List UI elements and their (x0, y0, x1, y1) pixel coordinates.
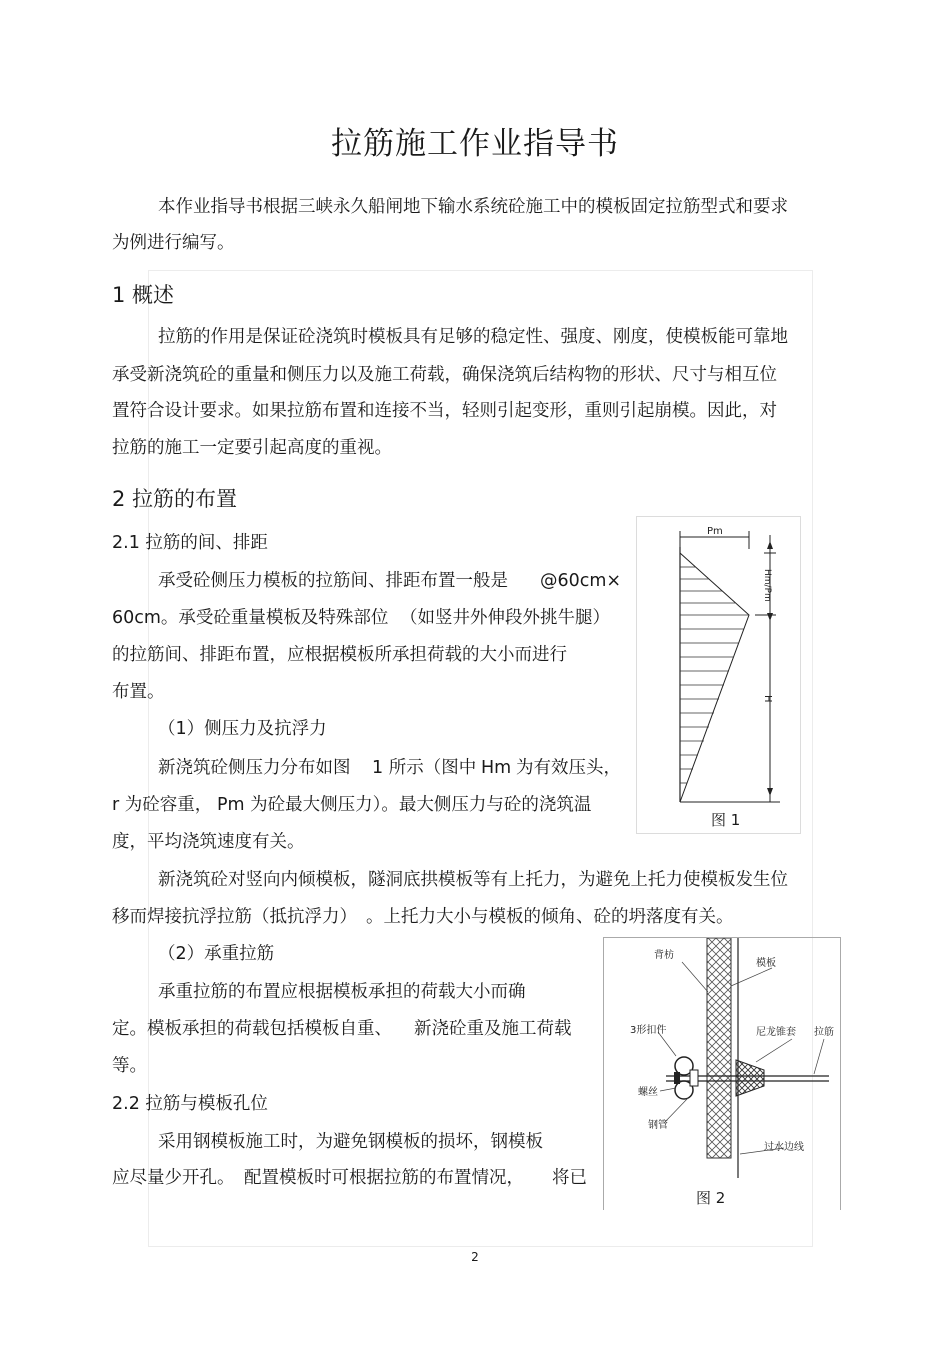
label-clip: 3形扣件 (630, 1025, 667, 1036)
page-number: 2 (471, 1250, 479, 1264)
item1-line-1c: Hm (481, 758, 512, 778)
item2-line-1: 承重拉筋的布置应根据模板承担的荷载大小而确 (158, 982, 526, 1002)
item1-line-1b: 1 所示（图中 (372, 758, 477, 778)
item2-line-2b: 新浇砼重及施工荷载 (414, 1019, 572, 1039)
item1-line-5b: 。上托力大小与模板的倾角、砼的坍落度有关。 (366, 907, 734, 927)
label-nylon-cone: 尼龙锥套 (756, 1027, 796, 1038)
label-tie-rod: 拉筋 (814, 1027, 834, 1038)
figure-2 (603, 937, 841, 1210)
s21-line-2b: （如竖井外伸段外挑牛腿） (400, 608, 610, 628)
label-bolt: 螺丝 (638, 1087, 658, 1098)
s22-line-2b: 配置模板时可根据拉筋的布置情况， (244, 1168, 524, 1188)
s22-line-2a: 应尽量少开孔。 (112, 1168, 235, 1188)
subsection-2-1-heading: 2.1 拉筋的间、排距 (112, 533, 268, 553)
figure-2-caption: 图 2 (696, 1189, 726, 1207)
label-pm: Pm (707, 526, 723, 537)
label-h: H (762, 695, 773, 703)
subsection-2-2-heading: 2.2 拉筋与模板孔位 (112, 1094, 268, 1114)
s1-line-3: 置符合设计要求。如果拉筋布置和连接不当，轻则引起变形，重则引起崩模。因此，对 (112, 401, 777, 421)
tie-rod-diagram (604, 938, 840, 1210)
label-moban: 模板 (756, 958, 776, 969)
s21-line-4: 布置。 (112, 682, 165, 702)
intro-line-2: 为例进行编写。 (112, 233, 235, 253)
label-hm: Hm/Pm (762, 569, 772, 602)
item1-line-3: 度，平均浇筑速度有关。 (112, 832, 305, 852)
s21-line-1b: @60cm× (540, 571, 622, 591)
item2-line-3: 等。 (112, 1056, 147, 1076)
s21-line-1a: 承受砼侧压力模板的拉筋间、排距布置一般是 (158, 571, 508, 591)
item1-line-4: 新浇筑砼对竖向内倾模板，隧洞底拱模板等有上托力，为避免上托力使模板发生位 (158, 870, 788, 890)
section-1-heading: 1 概述 (112, 283, 175, 307)
item2-line-2a: 定。模板承担的荷载包括模板自重、 (112, 1019, 392, 1039)
section-2-heading: 2 拉筋的布置 (112, 487, 238, 511)
figure-1-caption: 图 1 (711, 811, 741, 829)
s1-line-2: 承受新浇筑砼的重量和侧压力以及施工荷载，确保浇筑后结构物的形状、尺寸与相互位 (112, 365, 777, 385)
s1-line-1: 拉筋的作用是保证砼浇筑时模板具有足够的稳定性、强度、刚度，使模板能可靠地 (158, 327, 788, 347)
item1-line-2b: Pm 为砼最大侧压力）。最大侧压力与砼的浇筑温 (217, 795, 592, 815)
document-title: 拉筋施工作业指导书 (331, 126, 619, 162)
s21-line-2a: 60cm。承受砼重量模板及特殊部位 (112, 608, 389, 628)
item1-line-2a: r 为砼容重， (112, 795, 213, 815)
item1-line-5a: 移而焊接抗浮拉筋（抵抗浮力） (112, 907, 357, 927)
s22-line-1: 采用钢模板施工时，为避免钢模板的损坏，钢模板 (158, 1132, 543, 1152)
item1-line-1d: 为有效压头， (516, 758, 621, 778)
pressure-diagram (637, 517, 800, 833)
nylon-cone (736, 1060, 764, 1096)
item-1-heading: （1）侧压力及抗浮力 (158, 719, 327, 739)
formwork-band (707, 938, 731, 1158)
s22-line-2c: 将已 (552, 1168, 587, 1188)
figure-1 (636, 516, 801, 834)
s21-line-3: 的拉筋间、排距布置，应根据模板所承担荷载的大小而进行 (112, 645, 567, 665)
hatch-lines (680, 567, 749, 783)
item1-line-1a: 新浇筑砼侧压力分布如图 (158, 758, 351, 778)
s1-line-4: 拉筋的施工一定要引起高度的重视。 (112, 438, 392, 458)
item-2-heading: （2）承重拉筋 (158, 944, 275, 964)
label-waterline: 过水边线 (764, 1142, 804, 1153)
intro-line-1: 本作业指导书根据三峡永久船闸地下输水系统砼施工中的模板固定拉筋型式和要求 (158, 197, 788, 217)
label-steel-pipe: 钢管 (648, 1120, 668, 1131)
label-beifang: 背枋 (654, 950, 674, 961)
